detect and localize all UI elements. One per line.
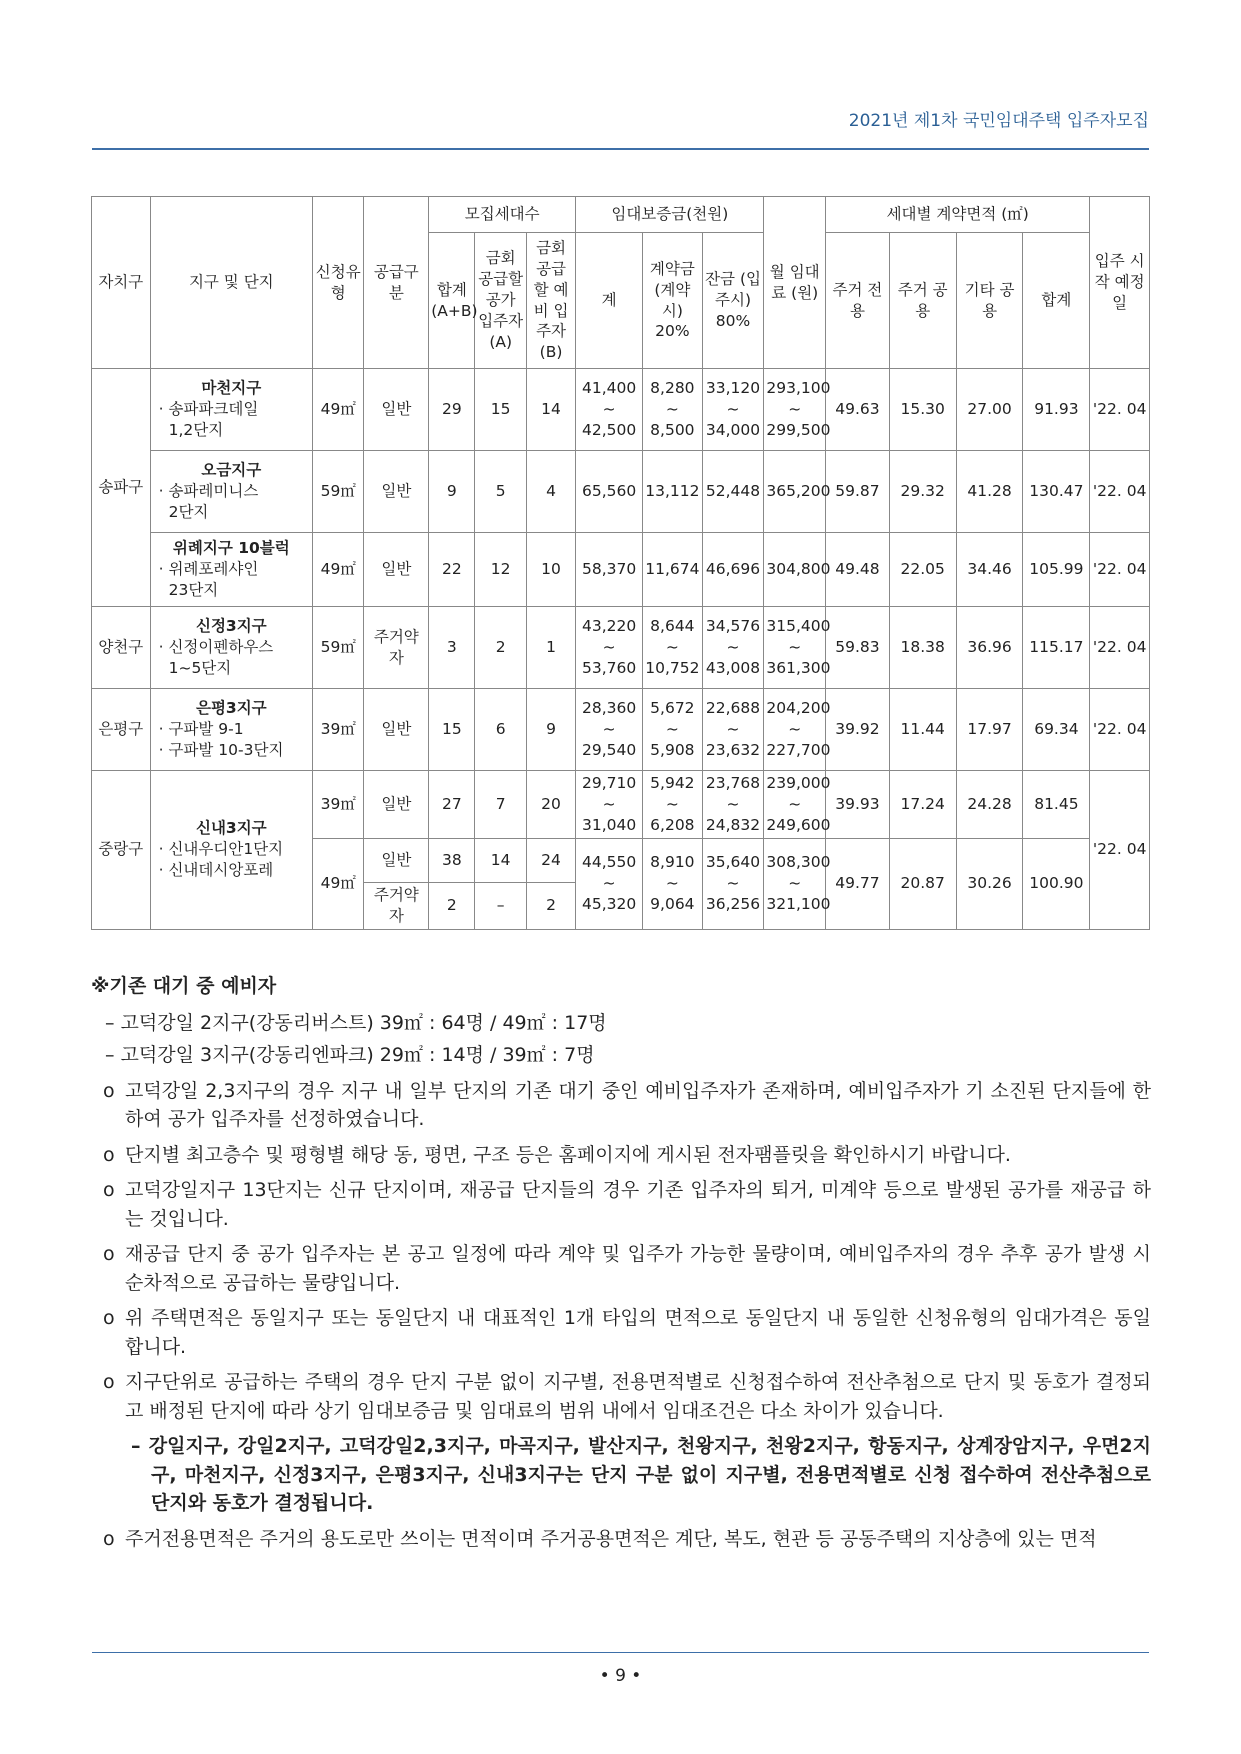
area-com-cell: 18.38 xyxy=(889,607,956,689)
district-cell: 송파구 xyxy=(92,369,151,607)
type-cell: 49㎡ xyxy=(313,369,364,451)
area-ex-cell: 59.87 xyxy=(826,451,890,533)
b-cell: 2 xyxy=(526,882,575,929)
col-area-ex: 주거 전용 xyxy=(826,233,890,369)
a-cell: 6 xyxy=(475,689,526,771)
type-cell: 49㎡ xyxy=(313,533,364,607)
type-cell: 59㎡ xyxy=(313,607,364,689)
note-bullet: o 고덕강일 2,3지구의 경우 지구 내 일부 단지의 기존 대기 중인 예비입주자가 존재하며, 예비입주자가 기 소진된 단지들에 한하여 공가 입주자를 선정하였습니다. xyxy=(91,1077,1151,1134)
movein-cell: '22. 04 xyxy=(1090,451,1150,533)
col-households: 모집세대수 xyxy=(429,197,576,233)
a-cell: 7 xyxy=(475,771,526,839)
col-rent: 월 임대료 (원) xyxy=(764,197,826,369)
area-sum-cell: 100.90 xyxy=(1023,838,1090,929)
area-sum-cell: 105.99 xyxy=(1023,533,1090,607)
area-etc-cell: 27.00 xyxy=(956,369,1023,451)
note-bullet: o 주거전용면적은 주거의 용도로만 쓰이는 면적이며 주거공용면적은 계단, 복도, 현관 등 공동주택의 지상층에 있는 면적 xyxy=(91,1525,1151,1554)
total-cell: 9 xyxy=(429,451,475,533)
dep-contract-cell: 13,112 xyxy=(643,451,703,533)
complex-cell: 위례지구 10블럭 · 위례포레샤인 23단지 xyxy=(150,533,312,607)
supply-cell: 주거약자 xyxy=(364,607,429,689)
col-supply: 공급구분 xyxy=(364,197,429,369)
district-cell: 중랑구 xyxy=(92,771,151,930)
area-etc-cell: 30.26 xyxy=(956,838,1023,929)
circle-bullet-icon: o xyxy=(103,1307,115,1329)
dep-contract-cell: 5,672 ~ 5,908 xyxy=(643,689,703,771)
col-dep-contract: 계약금 (계약시) 20% xyxy=(643,233,703,369)
notes-section xyxy=(91,972,1151,1560)
col-dep-balance: 잔금 (입주시) 80% xyxy=(702,233,764,369)
type-cell: 39㎡ xyxy=(313,689,364,771)
circle-bullet-icon: o xyxy=(103,1371,115,1393)
movein-cell: '22. 04 xyxy=(1090,533,1150,607)
col-area-etc: 기타 공용 xyxy=(956,233,1023,369)
dep-total-cell: 28,360 ~ 29,540 xyxy=(576,689,643,771)
supply-table xyxy=(91,196,1150,930)
circle-bullet-icon: o xyxy=(103,1143,115,1166)
rent-cell: 239,000 ~ 249,600 xyxy=(764,771,826,839)
area-etc-cell: 36.96 xyxy=(956,607,1023,689)
rent-cell: 304,800 xyxy=(764,533,826,607)
total-cell: 15 xyxy=(429,689,475,771)
dep-balance-cell: 33,120 ~ 34,000 xyxy=(702,369,764,451)
area-ex-cell: 39.92 xyxy=(826,689,890,771)
area-sum-cell: 91.93 xyxy=(1023,369,1090,451)
dep-total-cell: 29,710 ~ 31,040 xyxy=(576,771,643,839)
area-sum-cell: 115.17 xyxy=(1023,607,1090,689)
movein-cell: '22. 04 xyxy=(1090,607,1150,689)
table-row xyxy=(92,451,1150,533)
dep-contract-cell: 8,280 ~ 8,500 xyxy=(643,369,703,451)
complex-cell: 신정3지구 · 신정이펜하우스 1~5단지 xyxy=(150,607,312,689)
dep-total-cell: 65,560 xyxy=(576,451,643,533)
col-area: 세대별 계약면적 (㎡) xyxy=(826,197,1090,233)
area-com-cell: 11.44 xyxy=(889,689,956,771)
total-cell: 29 xyxy=(429,369,475,451)
complex-cell: 마천지구 · 송파파크데일 1,2단지 xyxy=(150,369,312,451)
dep-balance-cell: 22,688 ~ 23,632 xyxy=(702,689,764,771)
supply-cell: 일반 xyxy=(364,533,429,607)
supply-cell: 주거약자 xyxy=(364,882,429,929)
circle-bullet-icon: o xyxy=(103,1079,115,1102)
a-cell: 12 xyxy=(475,533,526,607)
notes-title: ※기존 대기 중 예비자 xyxy=(91,975,277,997)
area-etc-cell: 24.28 xyxy=(956,771,1023,839)
supply-cell: 일반 xyxy=(364,369,429,451)
note-bullet: o 고덕강일지구 13단지는 신규 단지이며, 재공급 단지들의 경우 기존 입주자의 퇴거, 미계약 등으로 발생된 공가를 재공급 하는 것입니다. xyxy=(91,1176,1151,1233)
dep-balance-cell: 34,576 ~ 43,008 xyxy=(702,607,764,689)
rent-cell: 293,100 ~ 299,500 xyxy=(764,369,826,451)
supply-cell: 일반 xyxy=(364,838,429,882)
circle-bullet-icon: o xyxy=(103,1527,115,1550)
area-etc-cell: 34.46 xyxy=(956,533,1023,607)
total-cell: 2 xyxy=(429,882,475,929)
area-etc-cell: 41.28 xyxy=(956,451,1023,533)
area-ex-cell: 49.48 xyxy=(826,533,890,607)
note-dash: – 고덕강일 3지구(강동리엔파크) 29㎡ : 14명 / 39㎡ : 7명 xyxy=(105,1044,595,1066)
dep-contract-cell: 8,910 ~ 9,064 xyxy=(643,838,703,929)
dep-total-cell: 44,550 ~ 45,320 xyxy=(576,838,643,929)
col-a: 금회 공급할 공가 입주자 (A) xyxy=(475,233,526,369)
note-dash: – 고덕강일 2지구(강동리버스트) 39㎡ : 64명 / 49㎡ : 17명 xyxy=(105,1011,607,1034)
rent-cell: 308,300 ~ 321,100 xyxy=(764,838,826,929)
complex-cell: 신내3지구 · 신내우디안1단지 · 신내데시앙포레 xyxy=(150,771,312,930)
dep-balance-cell: 52,448 xyxy=(702,451,764,533)
dep-total-cell: 41,400 ~ 42,500 xyxy=(576,369,643,451)
col-area-com: 주거 공용 xyxy=(889,233,956,369)
total-cell: 27 xyxy=(429,771,475,839)
area-com-cell: 17.24 xyxy=(889,771,956,839)
district-cell: 은평구 xyxy=(92,689,151,771)
rent-cell: 204,200 ~ 227,700 xyxy=(764,689,826,771)
total-cell: 38 xyxy=(429,838,475,882)
a-cell: 5 xyxy=(475,451,526,533)
area-sum-cell: 130.47 xyxy=(1023,451,1090,533)
supply-cell: 일반 xyxy=(364,451,429,533)
table-row xyxy=(92,369,1150,451)
a-cell: 14 xyxy=(475,838,526,882)
dep-balance-cell: 35,640 ~ 36,256 xyxy=(702,838,764,929)
col-complex: 지구 및 단지 xyxy=(150,197,312,369)
dep-contract-cell: 5,942 ~ 6,208 xyxy=(643,771,703,839)
dep-contract-cell: 8,644 ~ 10,752 xyxy=(643,607,703,689)
supply-cell: 일반 xyxy=(364,689,429,771)
b-cell: 9 xyxy=(526,689,575,771)
header-divider xyxy=(92,148,1149,150)
district-cell: 양천구 xyxy=(92,607,151,689)
b-cell: 1 xyxy=(526,607,575,689)
document-header-title: 2021년 제1차 국민임대주택 입주자모집 xyxy=(848,111,1149,131)
footer-divider xyxy=(92,1652,1149,1653)
page-number: • 9 • xyxy=(599,1666,642,1686)
b-cell: 24 xyxy=(526,838,575,882)
a-cell: 15 xyxy=(475,369,526,451)
rent-cell: 365,200 xyxy=(764,451,826,533)
area-com-cell: 22.05 xyxy=(889,533,956,607)
a-cell: – xyxy=(475,882,526,929)
col-total-ab: 합계 (A+B) xyxy=(429,233,475,369)
movein-cell: '22. 04 xyxy=(1090,369,1150,451)
col-b: 금회 공급할 예비 입주자 (B) xyxy=(526,233,575,369)
movein-cell: '22. 04 xyxy=(1090,771,1150,930)
movein-cell: '22. 04 xyxy=(1090,689,1150,771)
supply-cell: 일반 xyxy=(364,771,429,839)
area-etc-cell: 17.97 xyxy=(956,689,1023,771)
area-ex-cell: 59.83 xyxy=(826,607,890,689)
total-cell: 3 xyxy=(429,607,475,689)
table-row xyxy=(92,607,1150,689)
b-cell: 4 xyxy=(526,451,575,533)
table-row xyxy=(92,533,1150,607)
area-com-cell: 15.30 xyxy=(889,369,956,451)
complex-cell: 오금지구 · 송파레미니스 2단지 xyxy=(150,451,312,533)
col-movein: 입주 시작 예정일 xyxy=(1090,197,1150,369)
rent-cell: 315,400 ~ 361,300 xyxy=(764,607,826,689)
area-sum-cell: 81.45 xyxy=(1023,771,1090,839)
col-deposit: 임대보증금(천원) xyxy=(576,197,764,233)
col-type: 신청유형 xyxy=(313,197,364,369)
area-ex-cell: 49.63 xyxy=(826,369,890,451)
b-cell: 14 xyxy=(526,369,575,451)
note-bullet: o 위 주택면적은 동일지구 또는 동일단지 내 대표적인 1개 타입의 면적으로 동일단지 내 동일한 신청유형의 임대가격은 동일 합니다. xyxy=(91,1304,1151,1361)
area-com-cell: 29.32 xyxy=(889,451,956,533)
note-bullet: o 재공급 단지 중 공가 입주자는 본 공고 일정에 따라 계약 및 입주가 가능한 물량이며, 예비입주자의 경우 추후 공가 발생 시 순차적으로 공급하는 물량입니다. xyxy=(91,1240,1151,1297)
note-bullet: o 지구단위로 공급하는 주택의 경우 단지 구분 없이 지구별, 전용면적별로 신청접수하여 전산추첨으로 단지 및 동호가 결정되고 배정된 단지에 따라 상기 임대보증금 및 임대료의 범위 내에서 임대조건은 다소 차이가 있습니다. xyxy=(91,1368,1151,1425)
area-ex-cell: 49.77 xyxy=(826,838,890,929)
col-dep-total: 계 xyxy=(576,233,643,369)
circle-bullet-icon: o xyxy=(103,1179,115,1201)
note-bold-dash: – 강일지구, 강일2지구, 고덕강일2,3지구, 마곡지구, 발산지구, 천왕지구, 천왕2지구, 항동지구, 상계장암지구, 우면2지구, 마천지구, 신정3지구, 은평3지구, 신내3지구는 단지 구분 없이 지구별, 전용면적별로 신청 접수하여 전산추첨으로 단지와 동호가 결정됩니다. xyxy=(131,1435,1151,1514)
total-cell: 22 xyxy=(429,533,475,607)
a-cell: 2 xyxy=(475,607,526,689)
complex-cell: 은평3지구 · 구파발 9-1 · 구파발 10-3단지 xyxy=(150,689,312,771)
area-ex-cell: 39.93 xyxy=(826,771,890,839)
type-cell: 39㎡ xyxy=(313,771,364,839)
area-com-cell: 20.87 xyxy=(889,838,956,929)
dep-total-cell: 43,220 ~ 53,760 xyxy=(576,607,643,689)
b-cell: 10 xyxy=(526,533,575,607)
note-bullet: o 단지별 최고층수 및 평형별 해당 동, 평면, 구조 등은 홈페이지에 게시된 전자팸플릿을 확인하시기 바랍니다. xyxy=(91,1141,1151,1170)
type-cell: 59㎡ xyxy=(313,451,364,533)
circle-bullet-icon: o xyxy=(103,1243,115,1265)
dep-balance-cell: 23,768 ~ 24,832 xyxy=(702,771,764,839)
table-row xyxy=(92,689,1150,771)
type-cell: 49㎡ xyxy=(313,838,364,929)
table-row xyxy=(92,771,1150,839)
area-sum-cell: 69.34 xyxy=(1023,689,1090,771)
dep-total-cell: 58,370 xyxy=(576,533,643,607)
dep-contract-cell: 11,674 xyxy=(643,533,703,607)
dep-balance-cell: 46,696 xyxy=(702,533,764,607)
b-cell: 20 xyxy=(526,771,575,839)
col-district: 자치구 xyxy=(92,197,151,369)
col-area-sum: 합계 xyxy=(1023,233,1090,369)
